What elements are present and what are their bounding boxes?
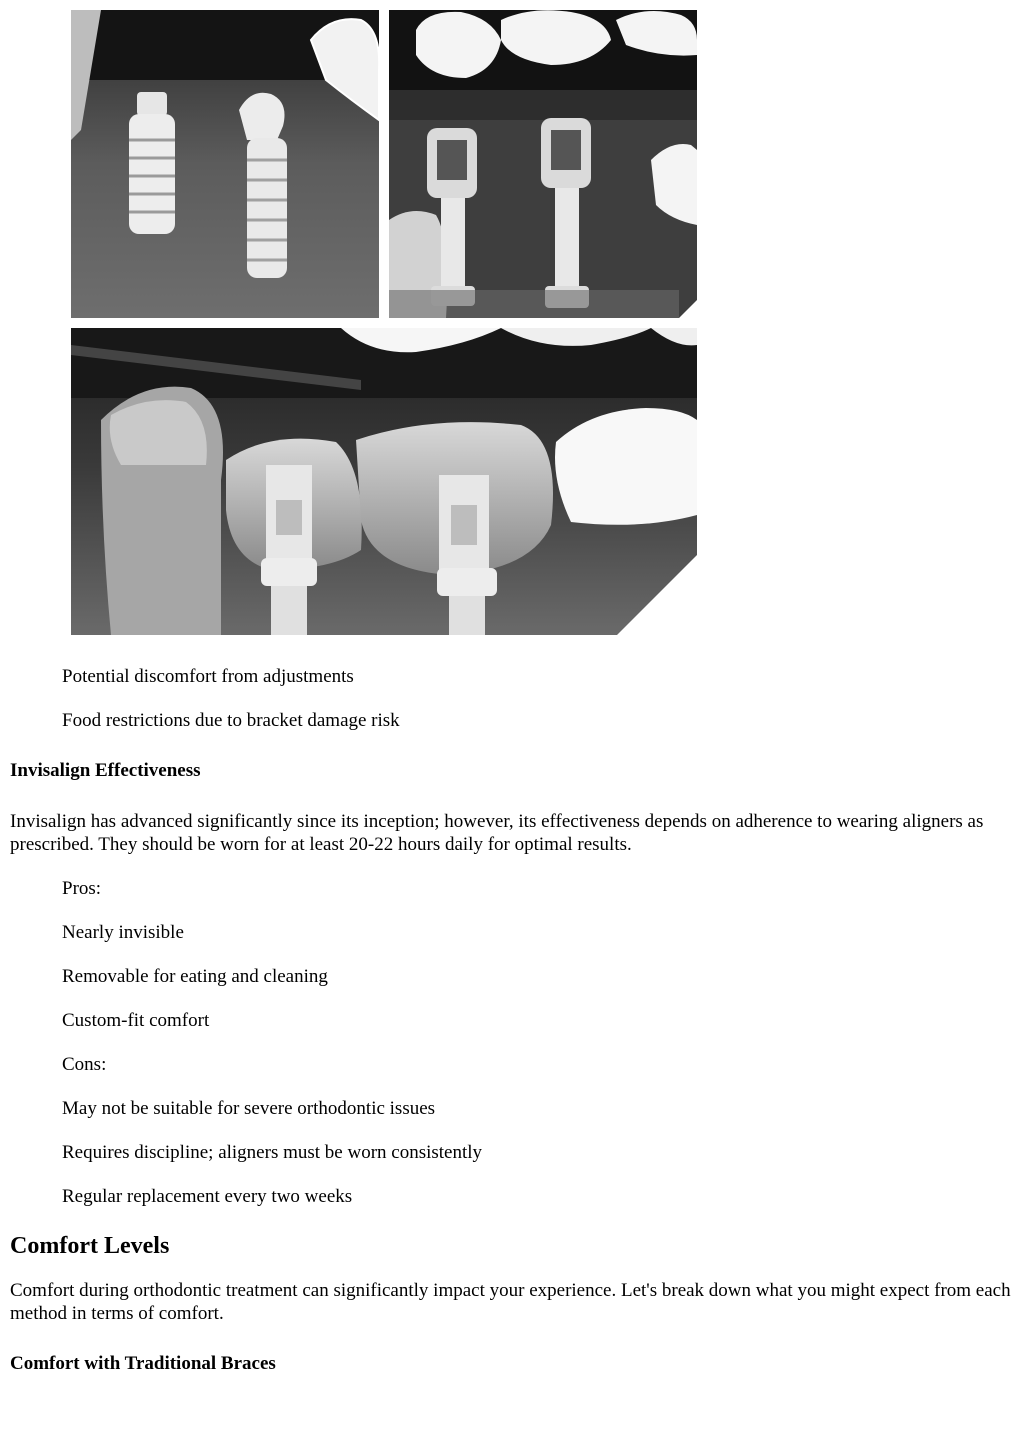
comfort-paragraph: Comfort during orthodontic treatment can significantly impact your experience. Let's break down what you might expect from each method in terms of comfort.	[10, 1280, 1011, 1324]
dental-xray-image	[71, 10, 697, 635]
article-content	[10, 665, 1014, 1403]
list-item: Regular replacement every two weeks	[62, 1186, 353, 1207]
list-item: Requires discipline; aligners must be worn consistently	[62, 1142, 483, 1163]
invisalign-paragraph: Invisalign has advanced significantly since its inception; however, its effectiveness depends on adherence to wearing aligners as prescribed. They should be worn for at least 20-22 hours daily for optimal results.	[10, 811, 984, 855]
pros-label: Pros:	[62, 878, 102, 899]
xray-panel-bottom	[71, 328, 697, 635]
dental-xray-icon	[71, 10, 697, 635]
list-item: Removable for eating and cleaning	[62, 966, 328, 987]
xray-panel-top-left	[71, 10, 379, 318]
list-item: Nearly invisible	[62, 922, 184, 943]
list-item: Potential discomfort from adjustments	[62, 666, 354, 687]
section-heading-comfort-levels: Comfort Levels	[10, 1233, 170, 1259]
list-item: May not be suitable for severe orthodontic issues	[62, 1098, 436, 1119]
xray-panel-top-right	[389, 10, 697, 318]
cons-label: Cons:	[62, 1054, 107, 1075]
subheading-comfort-traditional-braces: Comfort with Traditional Braces	[10, 1353, 276, 1374]
section-heading-invisalign-effectiveness: Invisalign Effectiveness	[10, 760, 201, 781]
list-item: Food restrictions due to bracket damage risk	[62, 710, 400, 731]
list-item: Custom-fit comfort	[62, 1010, 210, 1031]
